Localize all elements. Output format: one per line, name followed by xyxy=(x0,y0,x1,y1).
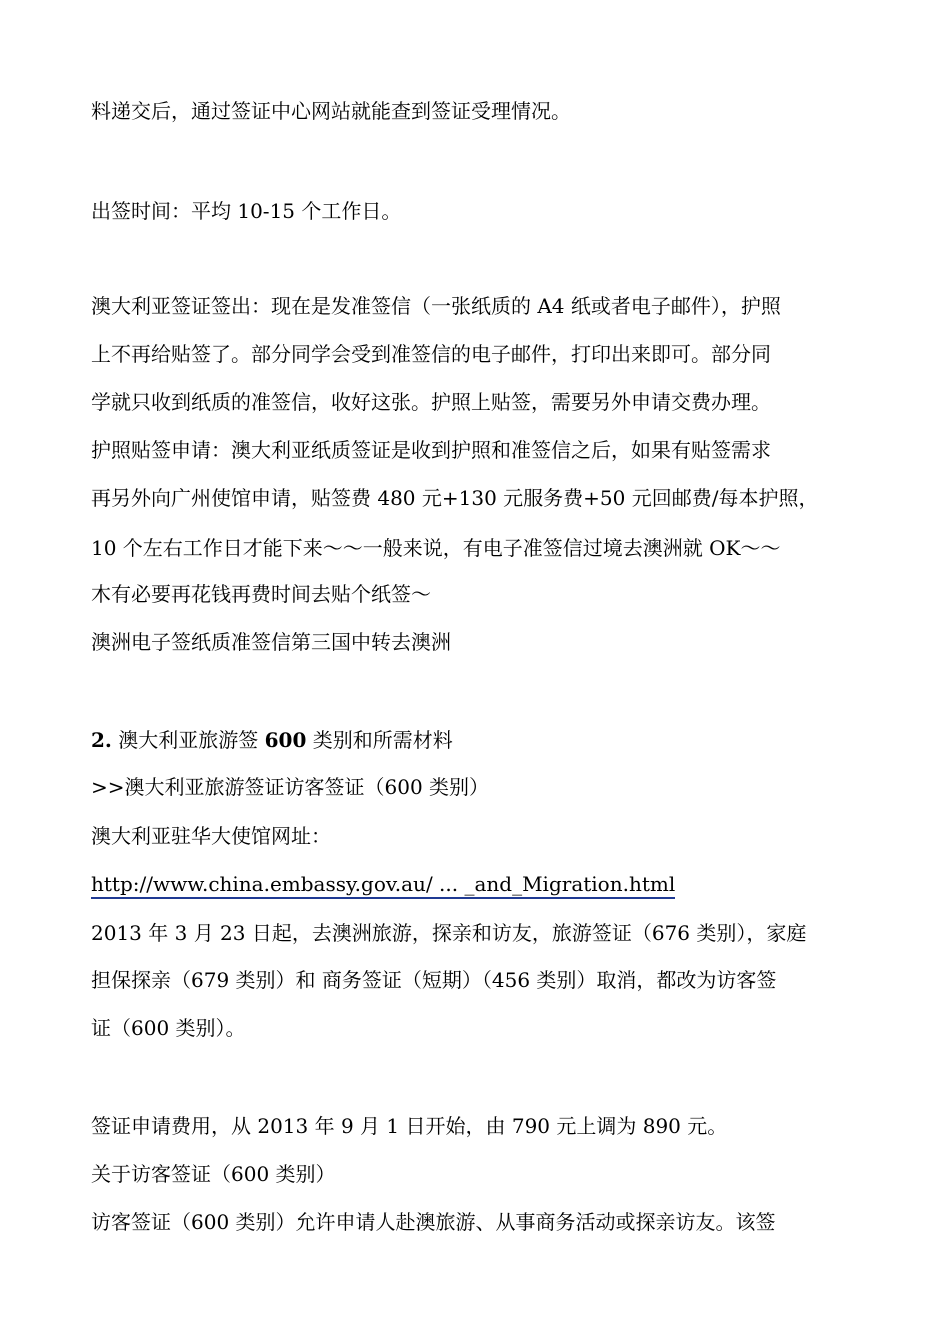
text-line: 澳大利亚签证签出：现在是发准签信（一张纸质的 A4 纸或者电子邮件），护照 xyxy=(91,294,781,318)
section-number: 2. xyxy=(91,728,112,752)
text-line: 10 个左右工作日才能下来～～一般来说，有电子准签信过境去澳洲就 OK～～ xyxy=(91,536,781,560)
text-line: 护照贴签申请：澳大利亚纸质签证是收到护照和准签信之后，如果有贴签需求 xyxy=(91,438,771,462)
heading-bold-number: 600 xyxy=(264,728,307,752)
heading-text: 类别和所需材料 xyxy=(306,728,453,752)
embassy-url-link[interactable]: http://www.china.embassy.gov.au/ ... _and_Migration.html xyxy=(91,872,675,899)
text-line: 料递交后，通过签证中心网站就能查到签证受理情况。 xyxy=(91,99,571,123)
text-line: >>澳大利亚旅游签证访客签证（600 类别） xyxy=(91,775,490,799)
text-line: 访客签证（600 类别）允许申请人赴澳旅游、从事商务活动或探亲访友。该签 xyxy=(91,1210,776,1234)
text-line: 关于访客签证（600 类别） xyxy=(91,1162,336,1186)
text-line: 澳大利亚驻华大使馆网址： xyxy=(91,824,331,848)
text-line: 上不再给贴签了。部分同学会受到准签信的电子邮件，打印出来即可。部分同 xyxy=(91,342,771,366)
text-line: 签证申请费用，从 2013 年 9 月 1 日开始，由 790 元上调为 890 元。 xyxy=(91,1114,728,1138)
text-line: 木有必要再花钱再费时间去贴个纸签～ xyxy=(91,582,431,606)
text-line: 证（600 类别）。 xyxy=(91,1016,246,1040)
heading-text: 澳大利亚旅游签 xyxy=(111,728,265,752)
text-line: 出签时间：平均 10-15 个工作日。 xyxy=(91,199,402,223)
text-line: 学就只收到纸质的准签信，收好这张。护照上贴签，需要另外申请交费办理。 xyxy=(91,390,771,414)
text-line: 担保探亲（679 类别）和 商务签证（短期）（456 类别）取消，都改为访客签 xyxy=(91,968,777,992)
text-line: 2013 年 3 月 23 日起，去澳洲旅游，探亲和访友，旅游签证（676 类别），家庭 xyxy=(91,921,807,945)
section-heading xyxy=(91,727,453,753)
text-line: 澳洲电子签纸质准签信第三国中转去澳洲 xyxy=(91,630,451,654)
embassy-url-line xyxy=(91,871,675,897)
text-line: 再另外向广州使馆申请，贴签费 480 元+130 元服务费+50 元回邮费/每本护照， xyxy=(91,486,819,510)
